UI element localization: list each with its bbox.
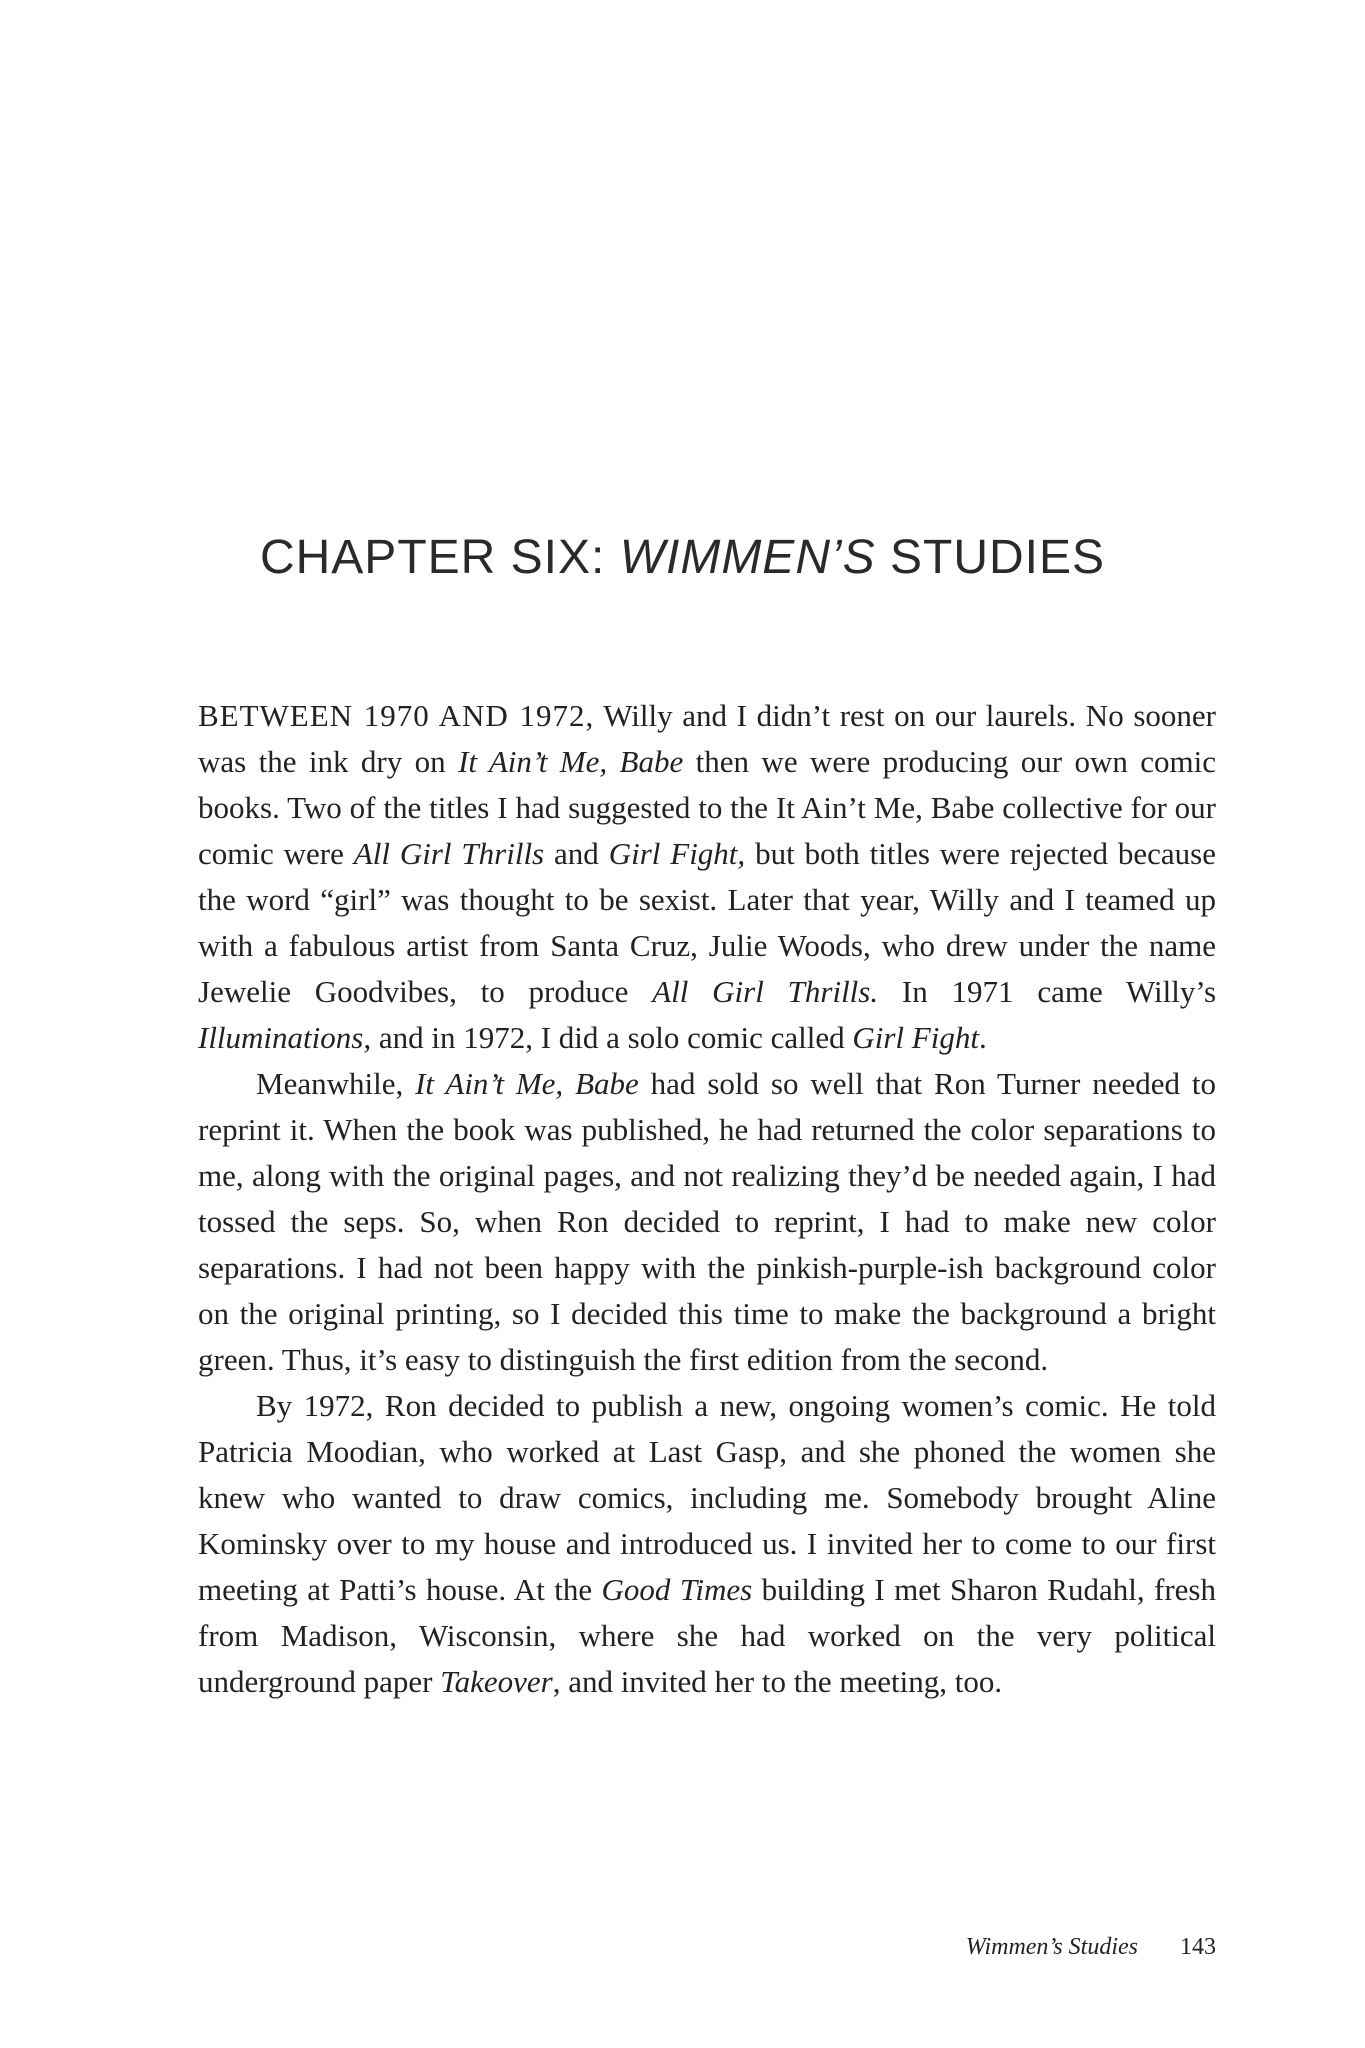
text-run: building I met Sharon Rudahl, fresh from Madison, Wisconsin, where she had worked on the very political underground paper (198, 1572, 1216, 1699)
italic-title-run: It Ain’t Me, Babe (458, 744, 684, 779)
text-run: . (978, 1020, 987, 1055)
page-footer (966, 1934, 1216, 1961)
text-run: By 1972, Ron decided to publish a new, ongoing women’s comic. He told Patricia Moodian, who worked at Last Gasp, and she phoned the women she knew who wanted to draw comics, including me. Somebody brought Aline Kominsky over to my house and introduced us. I invited her to come to our first meeting at Patti’s house. At the (198, 1388, 1216, 1607)
italic-title-run: Good Times (601, 1572, 753, 1607)
running-head: Wimmen’s Studies (965, 1934, 1138, 1960)
chapter-title-suffix: STUDIES (875, 531, 1106, 584)
paragraph (198, 1061, 1216, 1383)
italic-title-run: Takeover (440, 1664, 553, 1699)
text-run: had sold so well that Ron Turner needed to reprint it. When the book was published, he had returned the color separations to me, along with the original pages, and not realizing they’d be needed again, I had tossed the seps. So, when Ron decided to reprint, I had to make new color separations. I had not been happy with the pinkish-purple-ish background color on the original printing, so I decided this time to make the background a bright green. Thus, it’s easy to distinguish the first edition from the second. (198, 1066, 1216, 1377)
italic-title-run: Girl Fight, (608, 836, 746, 871)
italic-title-run: Girl Fight (852, 1020, 979, 1055)
text-run: then we were producing our own comic books. Two of the titles I had suggested to the It Ain’t Me, Babe collective for our comic were (198, 744, 1216, 871)
text-run: and (544, 836, 609, 871)
chapter-title (0, 530, 1365, 585)
text-run: but both titles were rejected because the word “girl” was thought to be sexist. Later that year, Willy and I teamed up with a fabulous artist from Santa Cruz, Julie Woods, who drew under the name Jewelie Goodvibes, to produce (198, 836, 1216, 1009)
text-run: and in 1972, I did a solo comic called (371, 1020, 853, 1055)
italic-title-run: All Girl Thrills (353, 836, 545, 871)
text-run: Willy and I didn’t rest on our laurels. No sooner was the ink dry on (198, 698, 1216, 779)
text-run: BETWEEN 1970 AND 1972, (198, 698, 595, 733)
chapter-title-italic: WIMMEN’S (619, 531, 876, 584)
text-run: In 1971 came Willy’s (878, 974, 1217, 1009)
text-run: Meanwhile, (256, 1066, 416, 1101)
paragraph (198, 1383, 1216, 1705)
paragraph (198, 693, 1216, 1061)
body-text (198, 693, 1216, 1705)
italic-title-run: Illuminations, (198, 1020, 372, 1055)
italic-title-run: All Girl Thrills. (652, 974, 879, 1009)
text-run: , and invited her to the meeting, too. (552, 1664, 1003, 1699)
italic-title-run: It Ain’t Me, Babe (415, 1066, 639, 1101)
chapter-title-prefix: CHAPTER SIX: (259, 531, 620, 584)
page-number: 143 (1180, 1934, 1216, 1960)
